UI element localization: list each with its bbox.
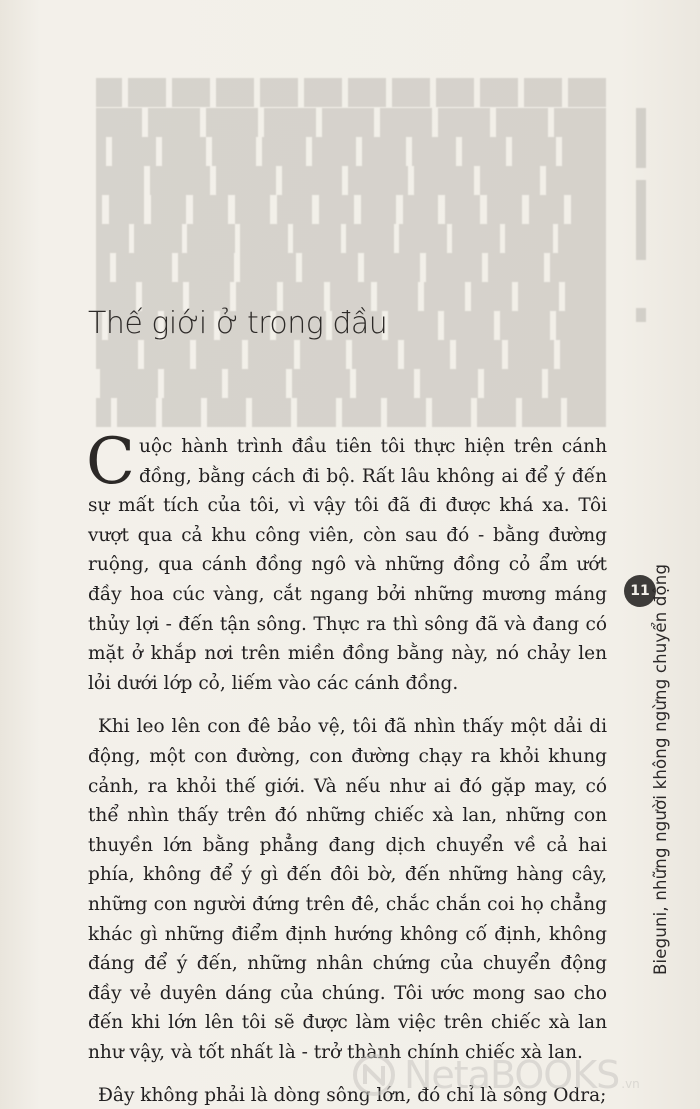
body-text: [86, 425, 607, 1109]
bleed-through-running-head: [628, 88, 656, 338]
page-number: 11: [630, 583, 650, 599]
paragraph-1: [86, 425, 607, 698]
paragraph-3: Đây không phải là dòng sông lớn, đó chỉ là sông Odra;: [98, 1085, 607, 1107]
paragraph-1-text: uộc hành trình đầu tiên tôi thực hiện trên cánh đồng, bằng cách đi bộ. Rất lâu không ai để ý đến sự mất tích của tôi, vì vậy tôi đã đi được khá xa. Tôi vượt qua cả khu công viên, còn sau đó - bằng đường ruộng, qua cánh đồng ngô và những đồng cỏ ẩm ướt đầy hoa cúc vàng, cắt ngang bởi những mương máng thủy lợi - đến tận sông. Thực ra thì sông đã và đang có mặt ở khắp nơi trên miền đồng bằng này, nó chảy len lỏi dưới lớp cỏ, liếm vào các cánh đồng.: [88, 436, 607, 694]
netabooks-logo-icon: [352, 1053, 396, 1097]
watermark-brand: NetaBOOKS: [404, 1053, 620, 1097]
watermark-suffix: .vn: [621, 1077, 640, 1091]
section-title: Thế giới ở trong đầu: [88, 306, 388, 341]
paragraph-2: Khi leo lên con đê bảo vệ, tôi đã nhìn thấy một dải di động, một con đường, con đường chạy ra khỏi khung cảnh, ra khỏi thế giới. Và nếu như ai đó gặp may, có thể nhìn thấy trên đó những chiếc xà lan, những con thuyền lớn bằng phẳng đang dịch chuyển về cả hai phía, không để ý gì đến đôi bờ, đến những hàng cây, những con người đứng trên đê, chắc chắn coi họ chẳng khác gì những điểm định hướng không cố định, không đáng để ý đến, những nhân chứng của chuyển động đầy vẻ duyên dáng của chúng. Tôi ước mong sao cho đến khi lớn lên tôi sẽ được làm việc trên chiếc xà lan như vậy, và tốt nhất là - trở thành chính chiếc xà lan.: [88, 716, 607, 1063]
running-head: Bieguni, những người không ngừng chuyển động: [651, 563, 670, 975]
drop-cap: C: [86, 425, 135, 499]
watermark: [352, 1050, 692, 1100]
bleed-through-texture: [96, 78, 606, 427]
